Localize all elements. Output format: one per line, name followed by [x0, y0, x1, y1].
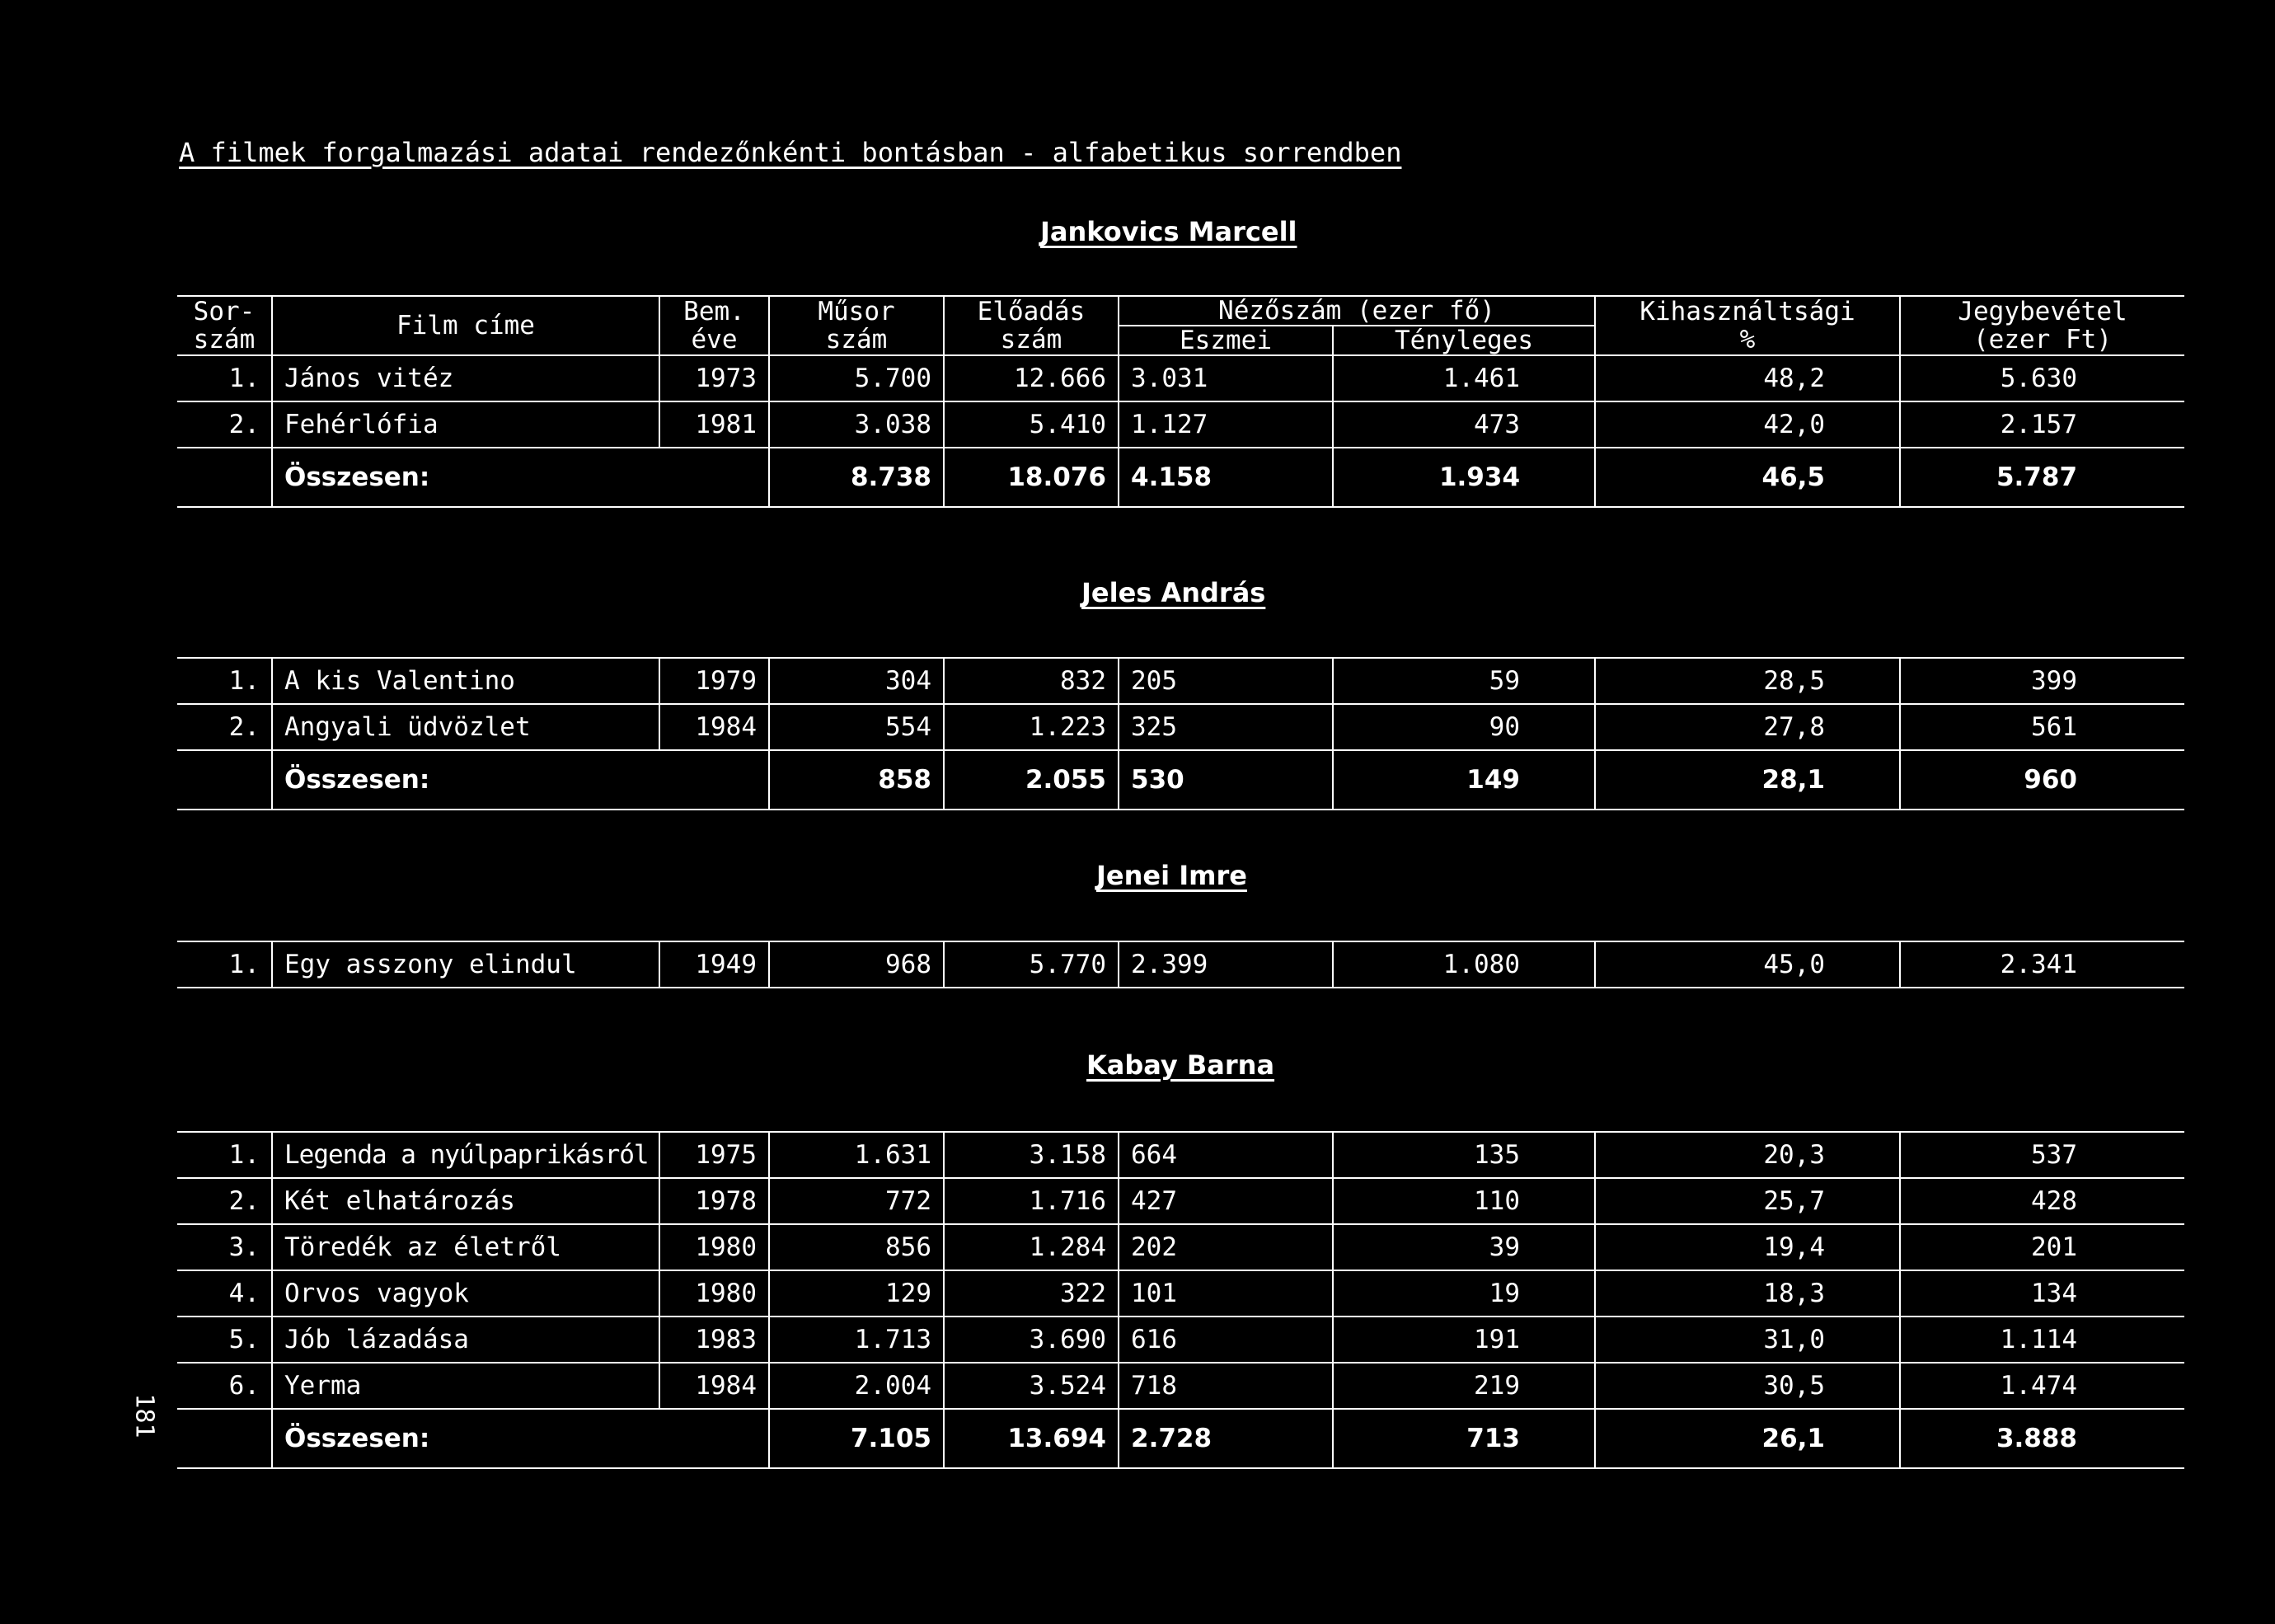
cell-pct: 42,0: [1595, 401, 1900, 448]
cell-blank: [177, 750, 272, 810]
total-musor: 7.105: [769, 1409, 944, 1468]
col-header-bem-eve: Bem. éve: [659, 296, 769, 355]
section-title-jenei: Jenei Imre: [1096, 860, 1247, 891]
table-row: [177, 1178, 2184, 1224]
cell-bevetel: 134: [1900, 1270, 2184, 1317]
cell-eszmei: 718: [1119, 1363, 1333, 1409]
cell-title: Egy asszony elindul: [272, 941, 659, 988]
cell-title: Két elhatározás: [272, 1178, 659, 1224]
cell-eloadas: 3.690: [944, 1317, 1119, 1363]
total-eloadas: 18.076: [944, 448, 1119, 507]
table-row: [177, 1132, 2184, 1178]
cell-tenyleges: 59: [1333, 658, 1595, 704]
cell-eszmei: 2.399: [1119, 941, 1333, 988]
total-pct: 28,1: [1595, 750, 1900, 810]
cell-year: 1984: [659, 704, 769, 750]
cell-title: Angyali üdvözlet: [272, 704, 659, 750]
table-row: [177, 1270, 2184, 1317]
total-row: [177, 448, 2184, 507]
total-row: [177, 750, 2184, 810]
cell-pct: 27,8: [1595, 704, 1900, 750]
cell-bevetel: 537: [1900, 1132, 2184, 1178]
cell-n: 1.: [177, 355, 272, 401]
cell-tenyleges: 219: [1333, 1363, 1595, 1409]
total-pct: 46,5: [1595, 448, 1900, 507]
cell-musor: 1.631: [769, 1132, 944, 1178]
cell-tenyleges: 473: [1333, 401, 1595, 448]
cell-blank: [177, 1409, 272, 1468]
table-kabay: [177, 1131, 2184, 1469]
cell-tenyleges: 1.461: [1333, 355, 1595, 401]
table-row: [177, 658, 2184, 704]
cell-eloadas: 5.410: [944, 401, 1119, 448]
cell-eszmei: 101: [1119, 1270, 1333, 1317]
cell-n: 2.: [177, 401, 272, 448]
cell-tenyleges: 135: [1333, 1132, 1595, 1178]
cell-eloadas: 12.666: [944, 355, 1119, 401]
cell-year: 1984: [659, 1363, 769, 1409]
cell-tenyleges: 1.080: [1333, 941, 1595, 988]
total-label: Összesen:: [272, 448, 769, 507]
cell-tenyleges: 39: [1333, 1224, 1595, 1270]
page-number: 181: [129, 1393, 159, 1439]
col-header-eszmei: Eszmei: [1119, 326, 1333, 355]
section-title-jeles: Jeles András: [1081, 577, 1266, 608]
total-pct: 26,1: [1595, 1409, 1900, 1468]
cell-n: 4.: [177, 1270, 272, 1317]
col-header-tenyleges: Tényleges: [1333, 326, 1595, 355]
cell-eszmei: 616: [1119, 1317, 1333, 1363]
cell-eloadas: 5.770: [944, 941, 1119, 988]
cell-musor: 968: [769, 941, 944, 988]
table-row: [177, 704, 2184, 750]
cell-eloadas: 3.524: [944, 1363, 1119, 1409]
cell-eloadas: 1.716: [944, 1178, 1119, 1224]
cell-year: 1978: [659, 1178, 769, 1224]
cell-bevetel: 399: [1900, 658, 2184, 704]
total-bevetel: 960: [1900, 750, 2184, 810]
cell-bevetel: 2.341: [1900, 941, 2184, 988]
cell-year: 1973: [659, 355, 769, 401]
cell-title: Fehérlófia: [272, 401, 659, 448]
cell-bevetel: 428: [1900, 1178, 2184, 1224]
total-musor: 8.738: [769, 448, 944, 507]
total-musor: 858: [769, 750, 944, 810]
table-row: [177, 1317, 2184, 1363]
cell-tenyleges: 19: [1333, 1270, 1595, 1317]
cell-eszmei: 202: [1119, 1224, 1333, 1270]
cell-n: 2.: [177, 704, 272, 750]
cell-title: Töredék az életről: [272, 1224, 659, 1270]
table-row: [177, 355, 2184, 401]
cell-eszmei: 1.127: [1119, 401, 1333, 448]
cell-title: Yerma: [272, 1363, 659, 1409]
total-tenyleges: 1.934: [1333, 448, 1595, 507]
cell-pct: 18,3: [1595, 1270, 1900, 1317]
col-header-jegybevetel: Jegybevétel (ezer Ft): [1900, 296, 2184, 355]
cell-title: János vitéz: [272, 355, 659, 401]
cell-n: 6.: [177, 1363, 272, 1409]
cell-n: 2.: [177, 1178, 272, 1224]
cell-bevetel: 561: [1900, 704, 2184, 750]
cell-title: A kis Valentino: [272, 658, 659, 704]
cell-title: Orvos vagyok: [272, 1270, 659, 1317]
cell-year: 1975: [659, 1132, 769, 1178]
cell-eloadas: 3.158: [944, 1132, 1119, 1178]
cell-pct: 48,2: [1595, 355, 1900, 401]
total-label: Összesen:: [272, 1409, 769, 1468]
cell-eszmei: 427: [1119, 1178, 1333, 1224]
total-bevetel: 3.888: [1900, 1409, 2184, 1468]
cell-n: 5.: [177, 1317, 272, 1363]
cell-year: 1979: [659, 658, 769, 704]
table-header-row: [177, 296, 2184, 326]
cell-eloadas: 1.223: [944, 704, 1119, 750]
cell-year: 1980: [659, 1270, 769, 1317]
cell-pct: 19,4: [1595, 1224, 1900, 1270]
col-header-musor-szam: Műsor szám: [769, 296, 944, 355]
cell-musor: 129: [769, 1270, 944, 1317]
cell-eloadas: 322: [944, 1270, 1119, 1317]
cell-year: 1983: [659, 1317, 769, 1363]
cell-musor: 554: [769, 704, 944, 750]
cell-bevetel: 5.630: [1900, 355, 2184, 401]
cell-bevetel: 2.157: [1900, 401, 2184, 448]
cell-tenyleges: 90: [1333, 704, 1595, 750]
cell-bevetel: 201: [1900, 1224, 2184, 1270]
table-jankovics: [177, 295, 2184, 508]
cell-n: 1.: [177, 941, 272, 988]
total-tenyleges: 149: [1333, 750, 1595, 810]
table-jeles: [177, 657, 2184, 810]
section-title-kabay: Kabay Barna: [1086, 1049, 1275, 1081]
total-bevetel: 5.787: [1900, 448, 2184, 507]
page-title: A filmek forgalmazási adatai rendezőnkénti bontásban - alfabetikus sorrendben: [179, 137, 1402, 168]
cell-eszmei: 3.031: [1119, 355, 1333, 401]
table-row: [177, 1363, 2184, 1409]
table-jenei: [177, 941, 2184, 988]
cell-pct: 31,0: [1595, 1317, 1900, 1363]
cell-blank: [177, 448, 272, 507]
table-row: [177, 1224, 2184, 1270]
cell-musor: 2.004: [769, 1363, 944, 1409]
total-tenyleges: 713: [1333, 1409, 1595, 1468]
col-header-film-cime: Film címe: [272, 296, 659, 355]
total-eloadas: 2.055: [944, 750, 1119, 810]
cell-musor: 772: [769, 1178, 944, 1224]
col-header-kihasznaltsagi: Kihasználtsági %: [1595, 296, 1900, 355]
cell-tenyleges: 110: [1333, 1178, 1595, 1224]
total-eloadas: 13.694: [944, 1409, 1119, 1468]
cell-musor: 1.713: [769, 1317, 944, 1363]
table-row: [177, 401, 2184, 448]
cell-pct: 45,0: [1595, 941, 1900, 988]
col-header-sorszam: Sor- szám: [177, 296, 272, 355]
table-row: [177, 941, 2184, 988]
cell-eszmei: 205: [1119, 658, 1333, 704]
cell-n: 1.: [177, 658, 272, 704]
cell-year: 1949: [659, 941, 769, 988]
cell-n: 3.: [177, 1224, 272, 1270]
cell-eszmei: 664: [1119, 1132, 1333, 1178]
cell-pct: 20,3: [1595, 1132, 1900, 1178]
cell-title: Legenda a nyúlpaprikásról: [272, 1132, 659, 1178]
section-title-jankovics: Jankovics Marcell: [1040, 216, 1297, 247]
cell-year: 1980: [659, 1224, 769, 1270]
total-eszmei: 4.158: [1119, 448, 1333, 507]
total-row: [177, 1409, 2184, 1468]
cell-musor: 5.700: [769, 355, 944, 401]
cell-n: 1.: [177, 1132, 272, 1178]
cell-musor: 3.038: [769, 401, 944, 448]
cell-year: 1981: [659, 401, 769, 448]
cell-tenyleges: 191: [1333, 1317, 1595, 1363]
cell-eloadas: 1.284: [944, 1224, 1119, 1270]
cell-eloadas: 832: [944, 658, 1119, 704]
cell-bevetel: 1.474: [1900, 1363, 2184, 1409]
cell-eszmei: 325: [1119, 704, 1333, 750]
cell-pct: 28,5: [1595, 658, 1900, 704]
cell-bevetel: 1.114: [1900, 1317, 2184, 1363]
cell-musor: 304: [769, 658, 944, 704]
col-header-nezoszam: Nézőszám (ezer fő): [1119, 296, 1595, 326]
cell-pct: 30,5: [1595, 1363, 1900, 1409]
col-header-eloadas-szam: Előadás szám: [944, 296, 1119, 355]
total-eszmei: 2.728: [1119, 1409, 1333, 1468]
total-eszmei: 530: [1119, 750, 1333, 810]
cell-title: Jób lázadása: [272, 1317, 659, 1363]
cell-pct: 25,7: [1595, 1178, 1900, 1224]
cell-musor: 856: [769, 1224, 944, 1270]
total-label: Összesen:: [272, 750, 769, 810]
